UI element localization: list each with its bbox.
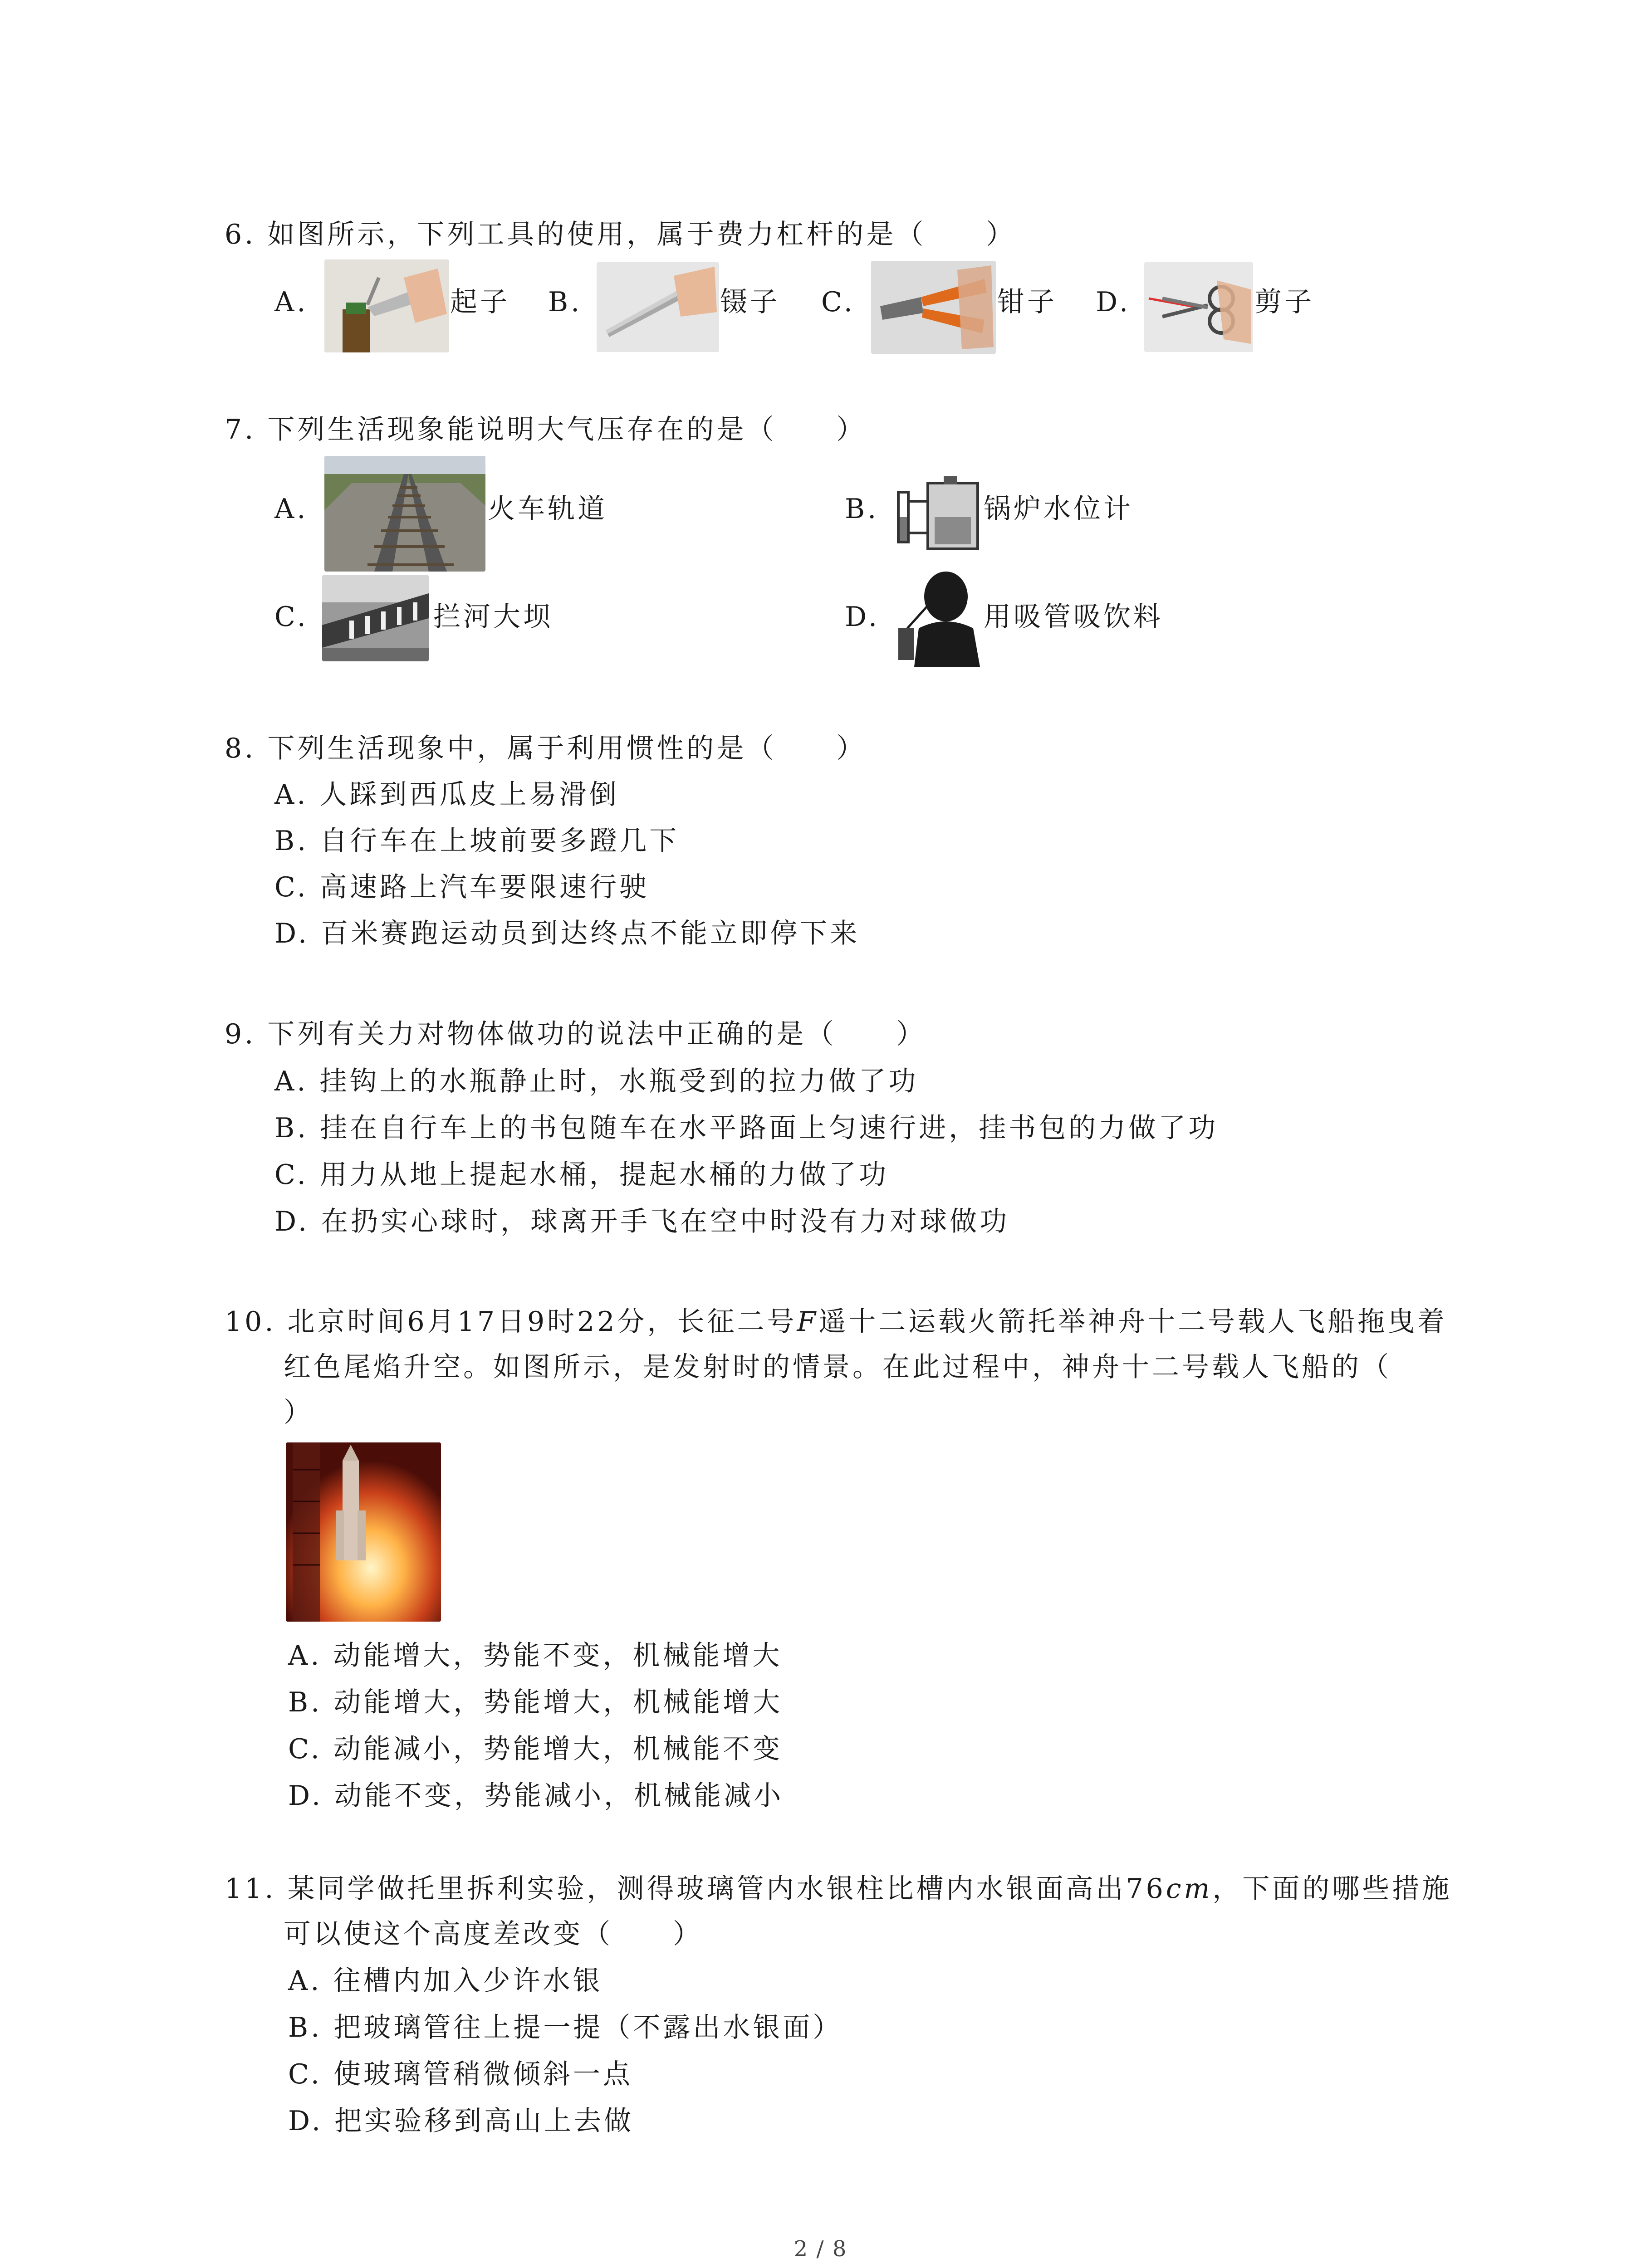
q11-stem-line-1: [225, 1870, 1452, 1908]
q6-option-c-label: 钳子: [997, 286, 1057, 318]
q10-stem-part-b: 遥十二运载火箭托举神舟十二号载人飞船拖曳着: [818, 1306, 1448, 1338]
q6-option-d-label: 剪子: [1254, 286, 1314, 318]
q8-stem: 8. 下列生活现象中，属于利用惯性的是（ ）: [225, 733, 867, 764]
q9-option-c: C. 用力从地上提起水桶，提起水桶的力做了功: [274, 1159, 889, 1191]
q6-option-b-letter: B.: [548, 286, 583, 318]
q9-option-b: B. 挂在自行车上的书包随车在水平路面上匀速行进，挂书包的力做了功: [274, 1112, 1219, 1144]
q11-stem-part-a: 11. 某同学做托里拆利实验，测得玻璃管内水银柱比槽内水银面高出76: [225, 1873, 1166, 1905]
q6-option-c-letter: C.: [821, 286, 855, 318]
scissors-photo-icon: [1144, 262, 1253, 352]
page-number: 2 / 8: [794, 2236, 847, 2262]
q6-option-a-label: 起子: [450, 286, 510, 318]
q11-option-b: B. 把玻璃管往上提一提（不露出水银面）: [288, 2012, 843, 2043]
q11-option-a: A. 往槽内加入少许水银: [288, 1965, 603, 1997]
q8-option-d: D. 百米赛跑运动员到达终点不能立即停下来: [274, 918, 860, 949]
q8-option-a: A. 人踩到西瓜皮上易滑倒: [274, 779, 619, 811]
q7-option-a-label: 火车轨道: [488, 493, 607, 525]
q8-option-b: B. 自行车在上坡前要多蹬几下: [274, 825, 680, 857]
q10-stem-part-a: 10. 北京时间6月17日9时22分，长征二号: [225, 1306, 797, 1338]
pliers-photo-icon: [871, 261, 996, 354]
q11-unit: cm: [1166, 1873, 1213, 1905]
railway-track-photo-icon: [324, 456, 485, 572]
q6-option-d-letter: D.: [1096, 286, 1131, 318]
q6-stem: 6. 如图所示，下列工具的使用，属于费力杠杆的是（ ）: [225, 219, 1016, 250]
rocket-launch-photo-icon: [286, 1442, 441, 1622]
q10-stem-line-2: 红色尾焰升空。如图所示，是发射时的情景。在此过程中，神舟十二号载人飞船的（: [284, 1351, 1391, 1383]
q11-stem-line-2: 可以使这个高度差改变（ ）: [284, 1918, 703, 1950]
q7-option-b-label: 锅炉水位计: [984, 493, 1133, 525]
q8-option-c: C. 高速路上汽车要限速行驶: [274, 871, 649, 903]
q10-option-b: B. 动能增大，势能增大，机械能增大: [288, 1686, 783, 1718]
q11-stem-part-b: ，下面的哪些措施: [1212, 1873, 1452, 1905]
boiler-gauge-diagram-icon: [896, 474, 982, 553]
q10-stem-line-1: [225, 1303, 1447, 1341]
q9-option-d: D. 在扔实心球时，球离开手飞在空中时没有力对球做功: [274, 1206, 1010, 1237]
q9-stem: 9. 下列有关力对物体做功的说法中正确的是（ ）: [225, 1018, 926, 1050]
q7-option-b-letter: B.: [845, 493, 879, 525]
q7-option-d-label: 用吸管吸饮料: [984, 601, 1163, 633]
q7-stem: 7. 下列生活现象能说明大气压存在的是（ ）: [225, 414, 867, 445]
q11-option-d: D. 把实验移到高山上去做: [288, 2105, 634, 2137]
drinking-straw-silhouette-icon: [896, 569, 982, 667]
q7-option-c-label: 拦河大坝: [433, 601, 553, 633]
q7-option-d-letter: D.: [845, 601, 880, 633]
q11-option-c: C. 使玻璃管稍微倾斜一点: [288, 2058, 633, 2090]
q10-option-c: C. 动能减小，势能增大，机械能不变: [288, 1733, 783, 1765]
q7-option-a-letter: A.: [274, 493, 309, 525]
q6-option-b-label: 镊子: [720, 286, 780, 318]
q6-option-a-letter: A.: [274, 286, 309, 318]
tweezers-photo-icon: [597, 262, 719, 352]
dam-photo-icon: [322, 575, 429, 661]
q9-option-a: A. 挂钩上的水瓶静止时，水瓶受到的拉力做了功: [274, 1066, 919, 1097]
q10-option-a: A. 动能增大，势能不变，机械能增大: [288, 1640, 783, 1672]
q7-option-c-letter: C.: [274, 601, 309, 633]
q10-rocket-model-letter: F: [797, 1306, 819, 1338]
bottle-opener-photo-icon: [324, 259, 449, 352]
q10-option-d: D. 动能不变，势能减小，机械能减小: [288, 1780, 784, 1812]
q10-stem-line-3: ）: [284, 1397, 314, 1428]
